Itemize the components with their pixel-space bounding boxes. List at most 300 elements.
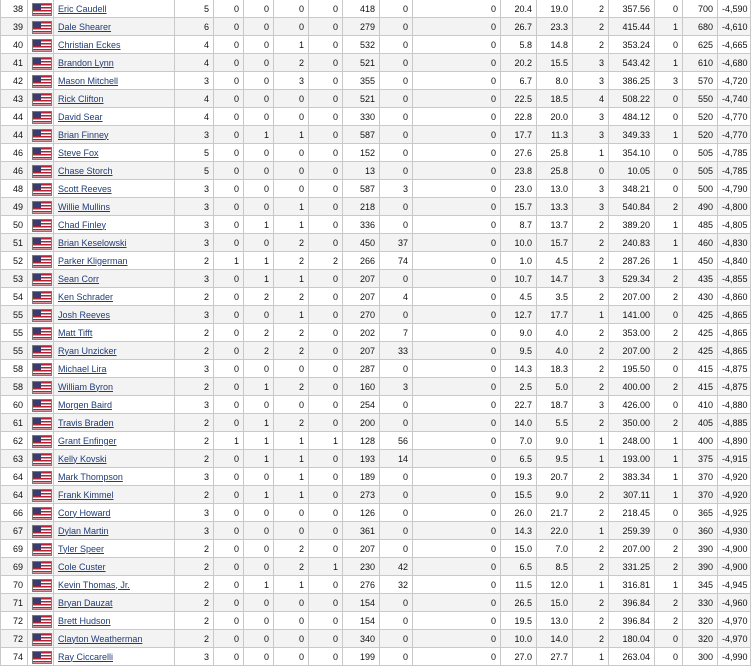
rank-cell: 51 (1, 234, 28, 252)
points-cell: 520 (683, 126, 718, 144)
top10-cell: 1 (274, 126, 309, 144)
top5-cell: 0 (244, 360, 274, 378)
driver-name-link[interactable]: Steve Fox (58, 147, 99, 158)
driver-name-link[interactable]: Chad Finley (58, 219, 107, 230)
flag-cell (28, 234, 54, 252)
rank-cell: 55 (1, 324, 28, 342)
us-flag-icon (32, 93, 52, 106)
driver-cell (54, 144, 175, 162)
miles-cell: 240.83 (609, 234, 655, 252)
top10-cell: 3 (274, 72, 309, 90)
miles-cell: 353.24 (609, 36, 655, 54)
driver-cell (54, 306, 175, 324)
earnings-cell: 0 (413, 414, 501, 432)
avg-finish-cell: 17.7 (537, 306, 573, 324)
top10-cell: 1 (274, 486, 309, 504)
avg-finish-cell: 8.0 (537, 72, 573, 90)
laps-led-cell: 0 (380, 306, 413, 324)
top10-cell: 2 (274, 324, 309, 342)
avg-start-cell: 26.5 (501, 594, 537, 612)
top10-cell: 2 (274, 540, 309, 558)
driver-cell (54, 522, 175, 540)
wins-cell: 0 (214, 0, 244, 18)
driver-name-link[interactable]: Matt Tifft (58, 327, 93, 338)
behind-cell: -4,665 (718, 36, 751, 54)
driver-name-link[interactable]: William Byron (58, 381, 114, 392)
top10-cell: 0 (274, 360, 309, 378)
starts-cell: 3 (175, 234, 214, 252)
rank-cell: 60 (1, 396, 28, 414)
avg-start-cell: 9.0 (501, 324, 537, 342)
driver-name-link[interactable]: Sean Corr (58, 273, 100, 284)
driver-name-link[interactable]: Ryan Unzicker (58, 345, 117, 356)
driver-cell (54, 0, 175, 18)
avg-start-cell: 6.5 (501, 558, 537, 576)
behind-cell: -4,865 (718, 324, 751, 342)
poles-cell: 0 (309, 450, 343, 468)
lead-lap-cell: 1 (655, 486, 683, 504)
rank-cell: 39 (1, 18, 28, 36)
top10-cell: 0 (274, 144, 309, 162)
dnf-cell: 2 (573, 216, 609, 234)
wins-cell: 0 (214, 504, 244, 522)
laps-led-cell: 0 (380, 0, 413, 18)
flag-cell (28, 396, 54, 414)
laps-completed-cell: 154 (343, 612, 380, 630)
poles-cell: 0 (309, 36, 343, 54)
poles-cell: 0 (309, 648, 343, 666)
earnings-cell: 0 (413, 216, 501, 234)
laps-led-cell: 14 (380, 450, 413, 468)
earnings-cell: 0 (413, 288, 501, 306)
top5-cell: 1 (244, 414, 274, 432)
starts-cell: 5 (175, 162, 214, 180)
avg-start-cell: 23.8 (501, 162, 537, 180)
flag-cell (28, 540, 54, 558)
earnings-cell: 0 (413, 36, 501, 54)
top5-cell: 2 (244, 288, 274, 306)
top5-cell: 1 (244, 450, 274, 468)
points-cell: 405 (683, 414, 718, 432)
flag-cell (28, 90, 54, 108)
lead-lap-cell: 2 (655, 342, 683, 360)
laps-led-cell: 32 (380, 576, 413, 594)
avg-finish-cell: 13.0 (537, 180, 573, 198)
lead-lap-cell: 0 (655, 396, 683, 414)
earnings-cell: 0 (413, 126, 501, 144)
behind-cell: -4,860 (718, 288, 751, 306)
avg-start-cell: 1.0 (501, 252, 537, 270)
rank-cell: 46 (1, 144, 28, 162)
table-row (1, 630, 751, 648)
flag-cell (28, 306, 54, 324)
behind-cell: -4,990 (718, 648, 751, 666)
earnings-cell: 0 (413, 54, 501, 72)
dnf-cell: 2 (573, 612, 609, 630)
behind-cell: -4,970 (718, 630, 751, 648)
poles-cell: 0 (309, 0, 343, 18)
earnings-cell: 0 (413, 108, 501, 126)
avg-finish-cell: 8.5 (537, 558, 573, 576)
us-flag-icon (32, 417, 52, 430)
earnings-cell: 0 (413, 162, 501, 180)
avg-finish-cell: 27.7 (537, 648, 573, 666)
table-row (1, 216, 751, 234)
starts-cell: 3 (175, 504, 214, 522)
driver-name-link[interactable]: Scott Reeves (58, 183, 112, 194)
poles-cell: 0 (309, 630, 343, 648)
table-row (1, 324, 751, 342)
laps-completed-cell: 336 (343, 216, 380, 234)
poles-cell: 0 (309, 108, 343, 126)
laps-completed-cell: 355 (343, 72, 380, 90)
lead-lap-cell: 3 (655, 72, 683, 90)
rank-cell: 72 (1, 630, 28, 648)
driver-name-link[interactable]: Cory Howard (58, 507, 111, 518)
earnings-cell: 0 (413, 324, 501, 342)
behind-cell: -4,590 (718, 0, 751, 18)
earnings-cell: 0 (413, 144, 501, 162)
us-flag-icon (32, 201, 52, 214)
table-row (1, 0, 751, 18)
driver-name-link[interactable]: Travis Braden (58, 417, 114, 428)
starts-cell: 3 (175, 198, 214, 216)
driver-name-link[interactable]: Cole Custer (58, 561, 106, 572)
poles-cell: 0 (309, 324, 343, 342)
top5-cell: 1 (244, 216, 274, 234)
lead-lap-cell: 1 (655, 234, 683, 252)
wins-cell: 0 (214, 270, 244, 288)
top5-cell: 0 (244, 0, 274, 18)
avg-start-cell: 26.7 (501, 18, 537, 36)
laps-led-cell: 0 (380, 360, 413, 378)
points-cell: 390 (683, 558, 718, 576)
points-cell: 700 (683, 0, 718, 18)
wins-cell: 0 (214, 576, 244, 594)
driver-name-link[interactable]: Parker Kligerman (58, 255, 128, 266)
miles-cell: 396.84 (609, 612, 655, 630)
laps-led-cell: 0 (380, 504, 413, 522)
driver-cell (54, 558, 175, 576)
avg-start-cell: 6.5 (501, 450, 537, 468)
avg-finish-cell: 11.3 (537, 126, 573, 144)
rank-cell: 41 (1, 54, 28, 72)
laps-completed-cell: 207 (343, 540, 380, 558)
top5-cell: 0 (244, 504, 274, 522)
us-flag-icon (32, 147, 52, 160)
driver-name-link[interactable]: Mason Mitchell (58, 75, 119, 86)
dnf-cell: 2 (573, 558, 609, 576)
table-row (1, 522, 751, 540)
laps-completed-cell: 128 (343, 432, 380, 450)
table-row (1, 612, 751, 630)
wins-cell: 0 (214, 540, 244, 558)
laps-completed-cell: 521 (343, 54, 380, 72)
driver-name-link[interactable]: Ray Ciccarelli (58, 651, 114, 662)
avg-finish-cell: 20.0 (537, 108, 573, 126)
miles-cell: 263.04 (609, 648, 655, 666)
driver-name-link[interactable]: Morgen Baird (58, 399, 113, 410)
points-cell: 400 (683, 432, 718, 450)
top10-cell: 1 (274, 216, 309, 234)
flag-cell (28, 324, 54, 342)
poles-cell: 0 (309, 468, 343, 486)
poles-cell: 0 (309, 414, 343, 432)
driver-name-link[interactable]: Kevin Thomas, Jr. (58, 579, 130, 590)
avg-finish-cell: 14.0 (537, 630, 573, 648)
behind-cell: -4,865 (718, 342, 751, 360)
avg-finish-cell: 22.0 (537, 522, 573, 540)
avg-start-cell: 20.4 (501, 0, 537, 18)
flag-cell (28, 522, 54, 540)
laps-completed-cell: 287 (343, 360, 380, 378)
avg-start-cell: 7.0 (501, 432, 537, 450)
top10-cell: 1 (274, 468, 309, 486)
earnings-cell: 0 (413, 648, 501, 666)
miles-cell: 259.39 (609, 522, 655, 540)
top5-cell: 1 (244, 378, 274, 396)
behind-cell: -4,930 (718, 522, 751, 540)
driver-name-link[interactable]: Frank Kimmel (58, 489, 114, 500)
avg-finish-cell: 9.5 (537, 450, 573, 468)
laps-completed-cell: 330 (343, 108, 380, 126)
dnf-cell: 2 (573, 414, 609, 432)
behind-cell: -4,915 (718, 450, 751, 468)
top5-cell: 0 (244, 162, 274, 180)
avg-start-cell: 20.2 (501, 54, 537, 72)
lead-lap-cell: 2 (655, 324, 683, 342)
points-cell: 490 (683, 198, 718, 216)
driver-name-link[interactable]: Brian Keselowski (58, 237, 127, 248)
driver-name-link[interactable]: David Sear (58, 111, 103, 122)
driver-name-link[interactable]: Christian Eckes (58, 39, 121, 50)
starts-cell: 4 (175, 36, 214, 54)
us-flag-icon (32, 327, 52, 340)
earnings-cell: 0 (413, 540, 501, 558)
driver-name-link[interactable]: Brett Hudson (58, 615, 111, 626)
driver-name-link[interactable]: Josh Reeves (58, 309, 111, 320)
starts-cell: 2 (175, 414, 214, 432)
us-flag-icon (32, 39, 52, 52)
top10-cell: 0 (274, 18, 309, 36)
poles-cell: 0 (309, 306, 343, 324)
wins-cell: 0 (214, 630, 244, 648)
poles-cell: 0 (309, 126, 343, 144)
dnf-cell: 3 (573, 180, 609, 198)
avg-start-cell: 22.8 (501, 108, 537, 126)
top10-cell: 1 (274, 306, 309, 324)
points-cell: 485 (683, 216, 718, 234)
starts-cell: 4 (175, 108, 214, 126)
table-row (1, 36, 751, 54)
table-row (1, 450, 751, 468)
dnf-cell: 2 (573, 342, 609, 360)
points-cell: 500 (683, 180, 718, 198)
wins-cell: 0 (214, 342, 244, 360)
avg-start-cell: 19.3 (501, 468, 537, 486)
earnings-cell: 0 (413, 522, 501, 540)
table-row (1, 342, 751, 360)
driver-name-link[interactable]: Brian Finney (58, 129, 109, 140)
top10-cell: 0 (274, 108, 309, 126)
wins-cell: 0 (214, 378, 244, 396)
wins-cell: 0 (214, 468, 244, 486)
driver-cell (54, 630, 175, 648)
table-row (1, 648, 751, 666)
top5-cell: 1 (244, 576, 274, 594)
table-row (1, 558, 751, 576)
top10-cell: 0 (274, 648, 309, 666)
avg-finish-cell: 4.0 (537, 324, 573, 342)
points-cell: 505 (683, 162, 718, 180)
wins-cell: 0 (214, 396, 244, 414)
avg-start-cell: 15.7 (501, 198, 537, 216)
avg-start-cell: 19.5 (501, 612, 537, 630)
lead-lap-cell: 0 (655, 90, 683, 108)
driver-name-link[interactable]: Ken Schrader (58, 291, 114, 302)
behind-cell: -4,900 (718, 558, 751, 576)
driver-cell (54, 216, 175, 234)
miles-cell: 426.00 (609, 396, 655, 414)
dnf-cell: 1 (573, 576, 609, 594)
avg-finish-cell: 21.7 (537, 504, 573, 522)
us-flag-icon (32, 75, 52, 88)
table-row (1, 396, 751, 414)
flag-cell (28, 180, 54, 198)
driver-name-link[interactable]: Brandon Lynn (58, 57, 114, 68)
wins-cell: 0 (214, 198, 244, 216)
lead-lap-cell: 1 (655, 18, 683, 36)
rank-cell: 64 (1, 486, 28, 504)
behind-cell: -4,960 (718, 594, 751, 612)
laps-led-cell: 0 (380, 414, 413, 432)
flag-cell (28, 270, 54, 288)
driver-name-link[interactable]: Kelly Kovski (58, 453, 107, 464)
top5-cell: 1 (244, 252, 274, 270)
lead-lap-cell: 2 (655, 270, 683, 288)
points-cell: 410 (683, 396, 718, 414)
driver-cell (54, 108, 175, 126)
driver-cell (54, 90, 175, 108)
rank-cell: 38 (1, 0, 28, 18)
laps-completed-cell: 587 (343, 180, 380, 198)
flag-cell (28, 252, 54, 270)
driver-name-link[interactable]: Willie Mullins (58, 201, 111, 212)
flag-cell (28, 504, 54, 522)
poles-cell: 0 (309, 270, 343, 288)
avg-finish-cell: 18.3 (537, 360, 573, 378)
driver-name-link[interactable]: Dale Shearer (58, 21, 112, 32)
laps-led-cell: 0 (380, 396, 413, 414)
miles-cell: 141.00 (609, 306, 655, 324)
poles-cell: 0 (309, 18, 343, 36)
wins-cell: 0 (214, 180, 244, 198)
earnings-cell: 0 (413, 306, 501, 324)
us-flag-icon (32, 489, 52, 502)
laps-completed-cell: 266 (343, 252, 380, 270)
laps-led-cell: 42 (380, 558, 413, 576)
earnings-cell: 0 (413, 342, 501, 360)
top5-cell: 0 (244, 630, 274, 648)
driver-name-link[interactable]: Eric Caudell (58, 3, 107, 14)
top10-cell: 2 (274, 234, 309, 252)
top5-cell: 0 (244, 144, 274, 162)
laps-led-cell: 0 (380, 216, 413, 234)
avg-finish-cell: 13.0 (537, 612, 573, 630)
driver-cell (54, 612, 175, 630)
avg-finish-cell: 13.3 (537, 198, 573, 216)
avg-finish-cell: 5.5 (537, 414, 573, 432)
driver-name-link[interactable]: Clayton Weatherman (58, 633, 143, 644)
top5-cell: 0 (244, 36, 274, 54)
driver-name-link[interactable]: Rick Clifton (58, 93, 104, 104)
driver-name-link[interactable]: Michael Lira (58, 363, 107, 374)
dnf-cell: 2 (573, 540, 609, 558)
driver-name-link[interactable]: Dylan Martin (58, 525, 109, 536)
top5-cell: 0 (244, 180, 274, 198)
poles-cell: 0 (309, 396, 343, 414)
dnf-cell: 2 (573, 360, 609, 378)
laps-completed-cell: 340 (343, 630, 380, 648)
laps-led-cell: 56 (380, 432, 413, 450)
rank-cell: 58 (1, 378, 28, 396)
starts-cell: 3 (175, 72, 214, 90)
wins-cell: 0 (214, 54, 244, 72)
lead-lap-cell: 1 (655, 54, 683, 72)
driver-cell (54, 594, 175, 612)
us-flag-icon (32, 579, 52, 592)
earnings-cell: 0 (413, 432, 501, 450)
driver-name-link[interactable]: Mark Thompson (58, 471, 123, 482)
driver-name-link[interactable]: Chase Storch (58, 165, 113, 176)
avg-start-cell: 10.7 (501, 270, 537, 288)
top10-cell: 0 (274, 522, 309, 540)
starts-cell: 3 (175, 360, 214, 378)
miles-cell: 386.25 (609, 72, 655, 90)
wins-cell: 0 (214, 288, 244, 306)
poles-cell: 0 (309, 360, 343, 378)
flag-cell (28, 198, 54, 216)
table-row (1, 126, 751, 144)
driver-name-link[interactable]: Bryan Dauzat (58, 597, 113, 608)
flag-cell (28, 648, 54, 666)
driver-name-link[interactable]: Grant Enfinger (58, 435, 117, 446)
rank-cell: 49 (1, 198, 28, 216)
laps-led-cell: 3 (380, 180, 413, 198)
lead-lap-cell: 2 (655, 288, 683, 306)
avg-finish-cell: 9.0 (537, 432, 573, 450)
avg-start-cell: 14.3 (501, 360, 537, 378)
behind-cell: -4,770 (718, 108, 751, 126)
top5-cell: 0 (244, 594, 274, 612)
starts-cell: 3 (175, 306, 214, 324)
earnings-cell: 0 (413, 468, 501, 486)
lead-lap-cell: 0 (655, 648, 683, 666)
poles-cell: 0 (309, 342, 343, 360)
lead-lap-cell: 0 (655, 162, 683, 180)
top5-cell: 0 (244, 558, 274, 576)
behind-cell: -4,680 (718, 54, 751, 72)
avg-finish-cell: 7.0 (537, 540, 573, 558)
us-flag-icon (32, 381, 52, 394)
wins-cell: 0 (214, 360, 244, 378)
top10-cell: 2 (274, 558, 309, 576)
driver-name-link[interactable]: Tyler Speer (58, 543, 105, 554)
laps-completed-cell: 279 (343, 18, 380, 36)
laps-led-cell: 0 (380, 144, 413, 162)
laps-led-cell: 0 (380, 72, 413, 90)
miles-cell: 353.00 (609, 324, 655, 342)
